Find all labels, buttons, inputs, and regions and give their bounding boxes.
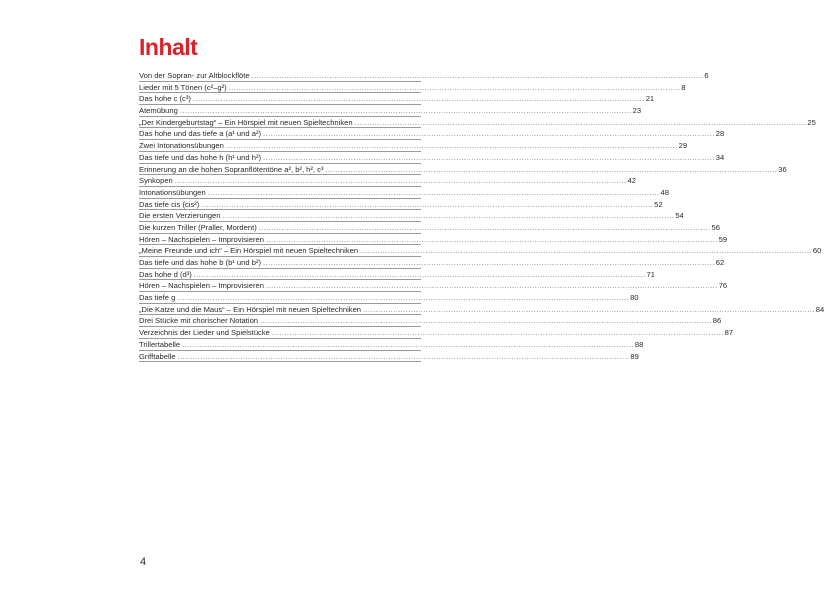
toc-entry-page: 59	[718, 234, 728, 244]
toc-entry	[139, 315, 722, 327]
toc-entry-page: 25	[807, 117, 816, 127]
toc-dot-leader	[178, 351, 630, 363]
toc-entry-title: Das hohe c (c³)	[139, 94, 191, 104]
toc-entry-page: 87	[724, 328, 734, 338]
toc-entry-title: Das tiefe g	[139, 293, 176, 303]
toc-entry-title: Drei Stücke mit chorischer Notation	[139, 316, 259, 326]
toc-dot-leader	[266, 280, 718, 292]
toc-entry	[139, 269, 655, 281]
toc-entry-title: Verzeichnis der Lieder und Spielstücke	[139, 328, 270, 338]
toc-entry	[139, 327, 734, 339]
toc-entry-page: 21	[645, 94, 655, 104]
toc-entry	[139, 351, 639, 363]
toc-entry	[139, 117, 816, 129]
toc-entry	[139, 257, 725, 269]
toc-entry-page: 88	[634, 339, 644, 349]
toc-dot-leader	[226, 140, 678, 152]
toc-entry-title: Intonationsübungen	[139, 187, 206, 197]
toc-entry-page: 52	[654, 199, 663, 209]
toc-entry-title: Die ersten Verzierungen	[139, 211, 221, 221]
toc-entry	[139, 82, 686, 94]
toc-dot-leader	[177, 292, 629, 304]
toc-dot-leader	[263, 257, 715, 269]
table-of-contents	[139, 70, 824, 362]
toc-dot-leader	[229, 82, 681, 94]
toc-entry-title: Zwei Intonationsübungen	[139, 141, 224, 151]
page-title: Inhalt	[139, 34, 198, 60]
toc-dot-leader	[272, 327, 724, 339]
toc-dot-leader	[360, 245, 812, 257]
toc-entry-title: Hören – Nachspielen – Improvisieren	[139, 281, 264, 291]
toc-entry-page: 76	[718, 281, 728, 291]
toc-dot-leader	[180, 105, 632, 117]
toc-entry-page: 80	[630, 293, 639, 303]
toc-entry-page: 34	[715, 152, 725, 162]
toc-entry-title: Grifftabelle	[139, 351, 176, 361]
toc-entry-title: Die kurzen Triller (Praller, Mordent)	[139, 222, 257, 232]
toc-dot-leader	[252, 70, 704, 82]
toc-dot-leader	[325, 164, 777, 176]
toc-dot-leader	[175, 175, 627, 187]
toc-entry-title: „Der Kindergeburtstag“ – Ein Hörspiel mit neuen Spieltechniken	[139, 117, 353, 127]
toc-entry-page: 42	[627, 176, 636, 186]
toc-entry-page: 89	[630, 351, 639, 361]
toc-dot-leader	[266, 234, 718, 246]
toc-entry-title: Das hohe d (d³)	[139, 269, 192, 279]
toc-entry	[139, 222, 720, 234]
toc-entry-page: 28	[715, 129, 725, 139]
toc-entry	[139, 292, 639, 304]
toc-entry-title: Das tiefe und das hohe h (h¹ und h²)	[139, 152, 261, 162]
toc-entry	[139, 175, 636, 187]
toc-dot-leader	[208, 187, 660, 199]
toc-entry-page: 71	[646, 269, 655, 279]
toc-entry-page: 54	[675, 211, 684, 221]
toc-dot-leader	[182, 339, 634, 351]
toc-entry-title: Trillertabelle	[139, 339, 181, 349]
toc-entry-title: Von der Sopran- zur Altblockflöte	[139, 71, 250, 80]
toc-entry	[139, 164, 787, 176]
toc-dot-leader	[201, 199, 653, 211]
toc-entry	[139, 234, 728, 246]
toc-entry	[139, 280, 728, 292]
toc-dot-leader	[263, 152, 715, 164]
toc-entry	[139, 339, 644, 351]
toc-entry-page: 84	[815, 304, 824, 314]
toc-dot-leader	[363, 304, 815, 316]
toc-dot-leader	[194, 269, 646, 281]
toc-entry	[139, 140, 688, 152]
toc-entry	[139, 304, 824, 316]
toc-entry	[139, 199, 663, 211]
toc-entry-page: 56	[711, 222, 720, 232]
toc-dot-leader	[355, 117, 807, 129]
toc-entry-page: 6	[704, 71, 709, 80]
toc-entry	[139, 245, 822, 257]
toc-entry	[139, 105, 642, 117]
toc-entry-page: 48	[660, 187, 669, 197]
toc-entry-title: „Meine Freunde und ich“ – Ein Hörspiel mit neuen Spieltechniken	[139, 246, 359, 256]
toc-entry-page: 8	[681, 82, 686, 92]
toc-entry-page: 36	[778, 164, 787, 174]
toc-entry-page: 60	[812, 246, 822, 256]
toc-dot-leader	[222, 210, 674, 222]
toc-entry-title: Synkopen	[139, 176, 173, 186]
toc-entry-title: Das tiefe und das hohe b (b¹ und b²)	[139, 258, 261, 267]
toc-dot-leader	[193, 93, 645, 105]
toc-dot-leader	[260, 315, 712, 327]
toc-entry-page: 29	[678, 141, 688, 151]
toc-entry-title: Erinnerung an die hohen Sopranflötentöne a², b², h², c³	[139, 164, 324, 174]
toc-entry-page: 23	[632, 106, 642, 116]
toc-entry-title: Das hohe und das tiefe a (a¹ und a²)	[139, 129, 261, 139]
toc-entry	[139, 210, 684, 222]
toc-dot-leader	[263, 128, 715, 140]
toc-entry	[139, 128, 725, 140]
toc-entry-page: 62	[715, 258, 725, 267]
page-number: 4	[140, 556, 147, 568]
toc-entry-page: 86	[712, 316, 722, 326]
toc-dot-leader	[259, 222, 711, 234]
toc-entry	[139, 152, 725, 164]
toc-entry	[139, 70, 709, 82]
toc-entry	[139, 93, 655, 105]
toc-entry-title: Atemübung	[139, 106, 178, 116]
toc-entry-title: Das tiefe cis (cis²)	[139, 199, 200, 209]
toc-entry-title: Hören – Nachspielen – Improvisieren	[139, 234, 264, 244]
toc-entry	[139, 187, 669, 199]
toc-entry-title: Lieder mit 5 Tönen (c²–g²)	[139, 82, 227, 92]
toc-entry-title: „Die Katze und die Maus“ – Ein Hörspiel mit neuen Spieltechniken	[139, 304, 362, 314]
